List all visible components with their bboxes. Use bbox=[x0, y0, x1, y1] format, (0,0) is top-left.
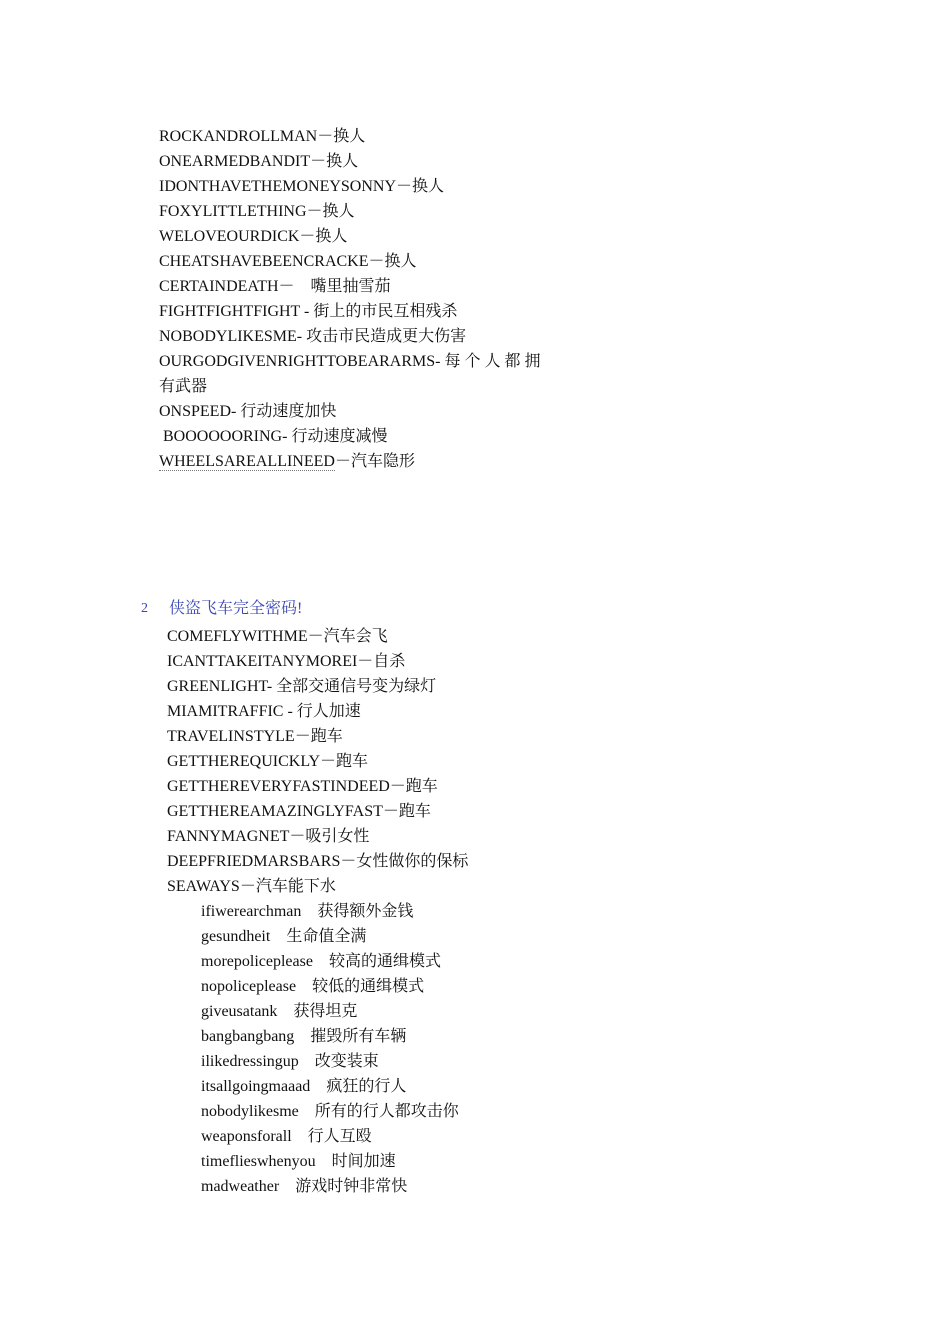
cheat-line: SEAWAYS－汽车能下水 bbox=[167, 878, 336, 895]
cheat-line-continuation: 有武器 bbox=[159, 378, 208, 395]
cheat-line: TRAVELINSTYLE－跑车 bbox=[167, 728, 343, 745]
wheels-effect: －汽车隐形 bbox=[334, 453, 415, 470]
code-effect: 所有的行人都攻击你 bbox=[314, 1103, 459, 1120]
code-effect: 改变装束 bbox=[314, 1053, 379, 1070]
code-effect: 行人互殴 bbox=[307, 1128, 372, 1145]
code-row bbox=[201, 1077, 406, 1097]
code-text: madweather bbox=[201, 1178, 280, 1195]
code-effect: 较高的通缉模式 bbox=[328, 953, 441, 970]
cheat-line: GETTHEREAMAZINGLYFAST－跑车 bbox=[167, 803, 431, 820]
cheat-line: GETTHEREQUICKLY－跑车 bbox=[167, 753, 369, 770]
code-row bbox=[201, 952, 441, 972]
cheat-line: ICANTTAKEITANYMOREI－自杀 bbox=[167, 653, 406, 670]
section-heading: 侠盗飞车完全密码! bbox=[169, 600, 303, 617]
code-row bbox=[201, 902, 413, 922]
code-row bbox=[201, 1127, 372, 1147]
cheat-line: CHEATSHAVEBEENCRACKE－换人 bbox=[159, 253, 417, 270]
cheat-line: CERTAINDEATH－ 嘴里抽雪茄 bbox=[159, 278, 391, 295]
code-text: ifiwerearchman bbox=[201, 903, 302, 920]
code-effect: 获得坦克 bbox=[293, 1003, 358, 1020]
wheels-command: WHEELSAREALLINEED bbox=[159, 453, 335, 470]
code-row bbox=[201, 1052, 379, 1072]
cheat-line: BOOOOOORING- 行动速度减慢 bbox=[159, 428, 388, 445]
code-row bbox=[201, 927, 366, 947]
cheat-line: IDONTHAVETHEMONEYSONNY－换人 bbox=[159, 178, 445, 195]
cheat-line: FIGHTFIGHTFIGHT - 街上的市民互相残杀 bbox=[159, 303, 458, 320]
code-text: gesundheit bbox=[201, 928, 271, 945]
code-effect: 疯狂的行人 bbox=[326, 1078, 407, 1095]
cheat-line: GREENLIGHT- 全部交通信号变为绿灯 bbox=[167, 678, 437, 695]
code-text: weaponsforall bbox=[201, 1128, 292, 1145]
cheat-line: NOBODYLIKESME- 攻击市民造成更大伤害 bbox=[159, 328, 467, 345]
code-effect: 摧毁所有车辆 bbox=[310, 1028, 407, 1045]
cheat-line: DEEPFRIEDMARSBARS－女性做你的保标 bbox=[167, 853, 469, 870]
section-number: 2 bbox=[141, 601, 148, 616]
code-text: bangbangbang bbox=[201, 1028, 295, 1045]
cheat-line: GETTHEREVERYFASTINDEED－跑车 bbox=[167, 778, 438, 795]
code-text: nopoliceplease bbox=[201, 978, 297, 995]
cheat-line: ROCKANDROLLMAN－换人 bbox=[159, 128, 366, 145]
code-effect: 时间加速 bbox=[331, 1153, 396, 1170]
cheat-line: OURGODGIVENRIGHTTOBEARARMS- 每 个 人 都 拥 bbox=[159, 353, 541, 370]
code-row bbox=[201, 1152, 396, 1172]
code-effect: 游戏时钟非常快 bbox=[295, 1178, 408, 1195]
code-text: itsallgoingmaaad bbox=[201, 1078, 311, 1095]
cheat-line: FOXYLITTLETHING－换人 bbox=[159, 203, 355, 220]
code-row bbox=[201, 1027, 406, 1047]
cheat-line: WELOVEOURDICK－换人 bbox=[159, 228, 348, 245]
cheat-line: FANNYMAGNET－吸引女性 bbox=[167, 828, 370, 845]
code-row bbox=[201, 1002, 357, 1022]
code-effect: 生命值全满 bbox=[286, 928, 367, 945]
code-effect: 获得额外金钱 bbox=[317, 903, 414, 920]
code-text: morepoliceplease bbox=[201, 953, 313, 970]
code-text: nobodylikesme bbox=[201, 1103, 299, 1120]
code-text: timeflieswhenyou bbox=[201, 1153, 316, 1170]
cheat-line-wheels bbox=[159, 452, 415, 472]
cheat-line: COMEFLYWITHME－汽车会飞 bbox=[167, 628, 388, 645]
cheat-line: ONEARMEDBANDIT－换人 bbox=[159, 153, 359, 170]
code-effect: 较低的通缉模式 bbox=[312, 978, 425, 995]
code-text: ilikedressingup bbox=[201, 1053, 299, 1070]
code-text: giveusatank bbox=[201, 1003, 278, 1020]
cheat-line: MIAMITRAFFIC - 行人加速 bbox=[167, 703, 361, 720]
code-row bbox=[201, 977, 424, 997]
code-row bbox=[201, 1102, 459, 1122]
cheat-line: ONSPEED- 行动速度加快 bbox=[159, 403, 337, 420]
code-row bbox=[201, 1177, 407, 1197]
